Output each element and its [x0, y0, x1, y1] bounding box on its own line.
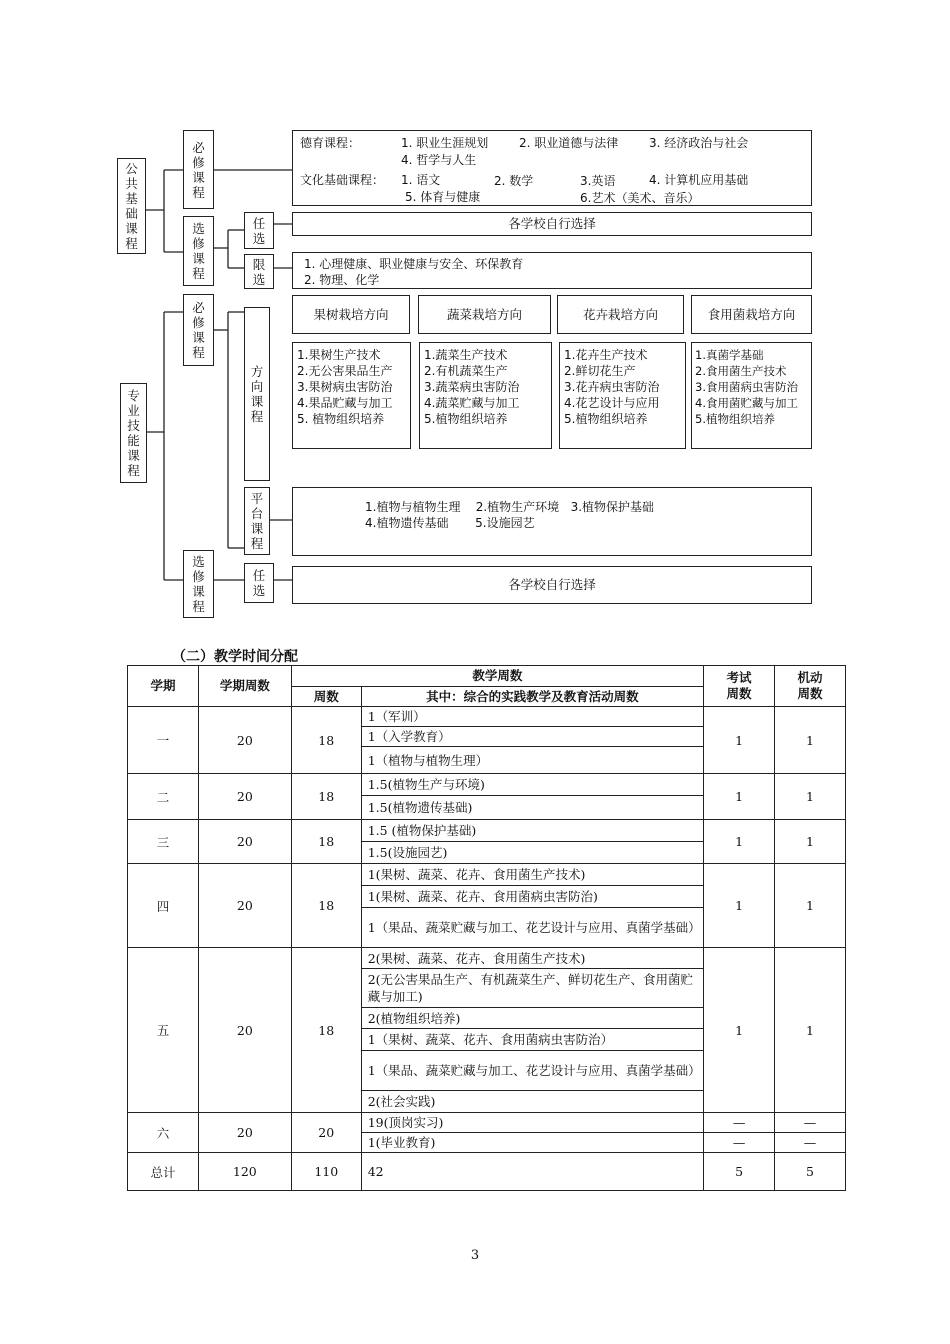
cell-flex: —	[775, 1133, 846, 1153]
culture-item: 6.艺术（美术、音乐）	[580, 191, 700, 205]
char: 专	[127, 388, 140, 403]
professional-free-choice-box	[244, 563, 274, 603]
cell-total: 20	[198, 774, 291, 820]
cell-practice: 2(果树、蔬菜、花卉、食用菌生产技术)	[361, 948, 703, 969]
char: 基	[125, 191, 138, 206]
cell-practice: 1(毕业教育)	[361, 1133, 703, 1153]
list-item: 2.无公害果品生产	[297, 364, 393, 378]
char: 课	[250, 394, 264, 409]
list-item: 3.蔬菜病虫害防治	[424, 380, 520, 394]
cell-flex: 1	[775, 774, 846, 820]
page-number: 3	[470, 1248, 480, 1263]
cell-semester: 一	[128, 707, 199, 774]
cell-semester: 三	[128, 820, 199, 864]
char: 选	[252, 583, 266, 598]
table-row	[128, 774, 846, 796]
section-title: （二）教学时间分配	[172, 649, 298, 665]
direction-courses-box	[244, 307, 270, 481]
cell-total: 20	[198, 948, 291, 1113]
direction-title-flower	[557, 295, 684, 334]
char: 共	[125, 176, 138, 191]
cell-practice: 1.5 (植物保护基础)	[361, 820, 703, 842]
char: 技	[127, 418, 140, 433]
header-teaching-weeks: 教学周数	[291, 666, 703, 687]
char: 课	[250, 521, 264, 536]
cell-total-label: 总计	[128, 1153, 199, 1191]
char: 程	[192, 599, 205, 614]
cell-weeks: 18	[291, 864, 361, 948]
cell-semester: 二	[128, 774, 199, 820]
direction-title-fruit	[292, 295, 410, 334]
char: 程	[125, 236, 138, 251]
public-elective-box	[183, 216, 214, 286]
direction-title-text: 食用菌栽培方向	[707, 306, 796, 322]
list-item: 5. 植物组织培养	[297, 412, 385, 426]
char: 必	[192, 139, 205, 155]
cell-weeks: 20	[291, 1113, 361, 1153]
cell-exam: 1	[704, 774, 775, 820]
cell-total: 20	[198, 820, 291, 864]
char: 必	[192, 300, 205, 315]
char: 方	[250, 364, 264, 379]
cell-total: 20	[198, 864, 291, 948]
cell-exam: 1	[704, 864, 775, 948]
platform-line: 1.植物与植物生理 2.植物生产环境 3.植物保护基础	[365, 500, 655, 514]
cell-practice: 19(顶岗实习)	[361, 1113, 703, 1133]
header-exam-weeks	[704, 666, 775, 707]
cell-semester: 六	[128, 1113, 199, 1153]
cell-practice: 1(果树、蔬菜、花卉、食用菌病虫害防治)	[361, 886, 703, 908]
cell-practice: 2(植物组织培养)	[361, 1008, 703, 1029]
cell-flex: —	[775, 1113, 846, 1133]
char: 选	[252, 230, 266, 246]
char: 课	[127, 448, 140, 463]
cell-practice: 1（果品、蔬菜贮藏与加工、花艺设计与应用、真菌学基础）	[361, 908, 703, 948]
cell-exam: 1	[704, 707, 775, 774]
limited-item: 1. 心理健康、职业健康与安全、环保教育	[304, 257, 524, 271]
platform-content-box	[292, 487, 812, 556]
direction-title-fungi	[691, 295, 812, 334]
list-item: 2.食用菌生产技术	[695, 364, 787, 378]
direction-title-text: 果树栽培方向	[313, 306, 389, 322]
culture-item: 1. 语文	[401, 173, 441, 187]
professional-elective-box	[183, 550, 214, 618]
cell-practice: 1（入学教育）	[361, 727, 703, 747]
char: 程	[192, 184, 205, 200]
cell-flex: 1	[775, 864, 846, 948]
professional-required-box	[183, 294, 214, 366]
platform-courses-box	[244, 487, 270, 555]
cell-semester: 五	[128, 948, 199, 1113]
direction-list-flower	[559, 342, 686, 449]
header-weeks: 周数	[291, 687, 361, 707]
list-item: 1.蔬菜生产技术	[424, 348, 508, 362]
cell-exam: 1	[704, 948, 775, 1113]
header-semester-weeks: 学期周数	[198, 666, 291, 707]
char: 平	[250, 491, 264, 506]
limited-choice-content-box	[292, 252, 812, 289]
char: 限	[252, 256, 266, 272]
list-item: 3.食用菌病虫害防治	[695, 380, 798, 394]
cell-practice: 1.5(设施园艺)	[361, 842, 703, 864]
list-item: 5.植物组织培养	[564, 412, 648, 426]
cell-total-flex: 5	[775, 1153, 846, 1191]
public-required-content-box	[292, 130, 812, 206]
header-flex-text: 机动周数	[797, 670, 823, 701]
header-practice: 其中：综合的实践教学及教育活动周数	[361, 687, 703, 707]
char: 础	[125, 206, 138, 221]
culture-item: 4. 计算机应用基础	[649, 173, 749, 187]
direction-list-vegetable	[419, 342, 552, 449]
cell-flex: 1	[775, 948, 846, 1113]
list-item: 5.植物组织培养	[424, 412, 508, 426]
culture-label: 文化基础课程：	[300, 173, 385, 187]
char: 程	[250, 409, 264, 424]
professional-free-choice-content-box	[292, 566, 812, 604]
list-item: 2.鲜切花生产	[564, 364, 636, 378]
char: 向	[250, 379, 264, 394]
cell-semester: 四	[128, 864, 199, 948]
cell-practice: 1（果树、蔬菜、花卉、食用菌病虫害防治）	[361, 1029, 703, 1051]
table-row	[128, 864, 846, 886]
char: 选	[252, 271, 266, 287]
direction-title-text: 花卉栽培方向	[582, 306, 658, 322]
moral-item: 2. 职业道德与法律	[519, 136, 619, 150]
cell-exam: 1	[704, 820, 775, 864]
list-item: 1.果树生产技术	[297, 348, 381, 362]
cell-flex: 1	[775, 707, 846, 774]
cell-practice: 2(无公害果品生产、有机蔬菜生产、鲜切花生产、食用菌贮藏与加工)	[361, 969, 703, 1008]
cell-exam: —	[704, 1113, 775, 1133]
free-choice-box	[244, 212, 274, 249]
cell-practice: 1.5(植物遗传基础)	[361, 796, 703, 820]
char: 台	[250, 506, 264, 521]
cell-weeks: 18	[291, 820, 361, 864]
public-basic-course-box	[117, 158, 146, 254]
list-item: 4.蔬菜贮藏与加工	[424, 396, 520, 410]
table-row	[128, 820, 846, 842]
cell-total-weeks: 110	[291, 1153, 361, 1191]
moral-label: 德育课程：	[300, 136, 361, 150]
list-item: 2.有机蔬菜生产	[424, 364, 508, 378]
school-choice-text: 各学校自行选择	[508, 577, 596, 592]
table-row	[128, 948, 846, 969]
list-item: 4.果品贮藏与加工	[297, 396, 393, 410]
culture-item: 5. 体育与健康	[405, 190, 481, 204]
limited-choice-box	[244, 254, 274, 289]
direction-title-text: 蔬菜栽培方向	[446, 306, 522, 322]
cell-total: 20	[198, 707, 291, 774]
culture-item: 2. 数学	[494, 174, 534, 188]
list-item: 1.花卉生产技术	[564, 348, 648, 362]
public-free-choice-content-box	[292, 212, 812, 236]
list-item: 5.植物组织培养	[695, 412, 775, 426]
char: 任	[252, 568, 266, 583]
char: 课	[192, 251, 205, 266]
moral-item: 3. 经济政治与社会	[649, 136, 749, 150]
cell-total-practice: 42	[361, 1153, 703, 1191]
moral-item: 4. 哲学与人生	[401, 153, 477, 167]
cell-weeks: 18	[291, 774, 361, 820]
direction-list-fungi	[691, 342, 812, 449]
platform-line: 4.植物遗传基础 5.设施园艺	[365, 516, 535, 530]
char: 任	[252, 215, 266, 231]
char: 修	[192, 569, 205, 584]
header-semester: 学期	[128, 666, 199, 707]
cell-flex: 1	[775, 820, 846, 864]
public-required-box	[183, 130, 214, 209]
list-item: 1.真菌学基础	[695, 348, 764, 362]
header-flex-weeks	[775, 666, 846, 707]
cell-practice: 1（军训）	[361, 707, 703, 727]
char: 能	[127, 433, 140, 448]
char: 课	[192, 584, 205, 599]
list-item: 4.花艺设计与应用	[564, 396, 660, 410]
cell-weeks: 18	[291, 948, 361, 1113]
char: 课	[125, 221, 138, 236]
direction-title-vegetable	[418, 295, 551, 334]
char: 程	[192, 345, 205, 360]
char: 程	[250, 536, 264, 551]
char: 选	[192, 221, 205, 236]
char: 程	[192, 266, 205, 281]
list-item: 3.果树病虫害防治	[297, 380, 393, 394]
list-item: 4.食用菌贮藏与加工	[695, 396, 798, 410]
direction-list-fruit	[292, 342, 411, 449]
cell-total-exam: 5	[704, 1153, 775, 1191]
table-row	[128, 707, 846, 727]
moral-item: 1. 职业生涯规划	[401, 136, 489, 150]
cell-practice: 1.5(植物生产与环境)	[361, 774, 703, 796]
cell-practice: 1（果品、蔬菜贮藏与加工、花艺设计与应用、真菌学基础）	[361, 1051, 703, 1091]
cell-weeks: 18	[291, 707, 361, 774]
char: 课	[192, 169, 205, 185]
limited-item: 2. 物理、化学	[304, 273, 380, 287]
cell-practice: 1（植物与植物生理）	[361, 747, 703, 774]
char: 修	[192, 315, 205, 330]
table-header-row	[128, 666, 846, 687]
cell-practice: 2(社会实践)	[361, 1091, 703, 1113]
char: 业	[127, 403, 140, 418]
list-item: 3.花卉病虫害防治	[564, 380, 660, 394]
culture-item: 3.英语	[580, 174, 616, 188]
school-choice-text: 各学校自行选择	[508, 216, 596, 231]
char: 公	[125, 161, 138, 176]
teaching-time-table	[127, 665, 846, 1191]
professional-skill-course-box	[120, 383, 147, 483]
header-exam-text: 考试周数	[726, 670, 752, 701]
cell-total-semester-weeks: 120	[198, 1153, 291, 1191]
char: 选	[192, 554, 205, 569]
char: 课	[192, 330, 205, 345]
cell-practice: 1(果树、蔬菜、花卉、食用菌生产技术)	[361, 864, 703, 886]
cell-total: 20	[198, 1113, 291, 1153]
char: 修	[192, 154, 205, 170]
char: 修	[192, 236, 205, 251]
char: 程	[127, 463, 140, 478]
cell-exam: —	[704, 1133, 775, 1153]
table-total-row	[128, 1153, 846, 1191]
table-row	[128, 1113, 846, 1133]
